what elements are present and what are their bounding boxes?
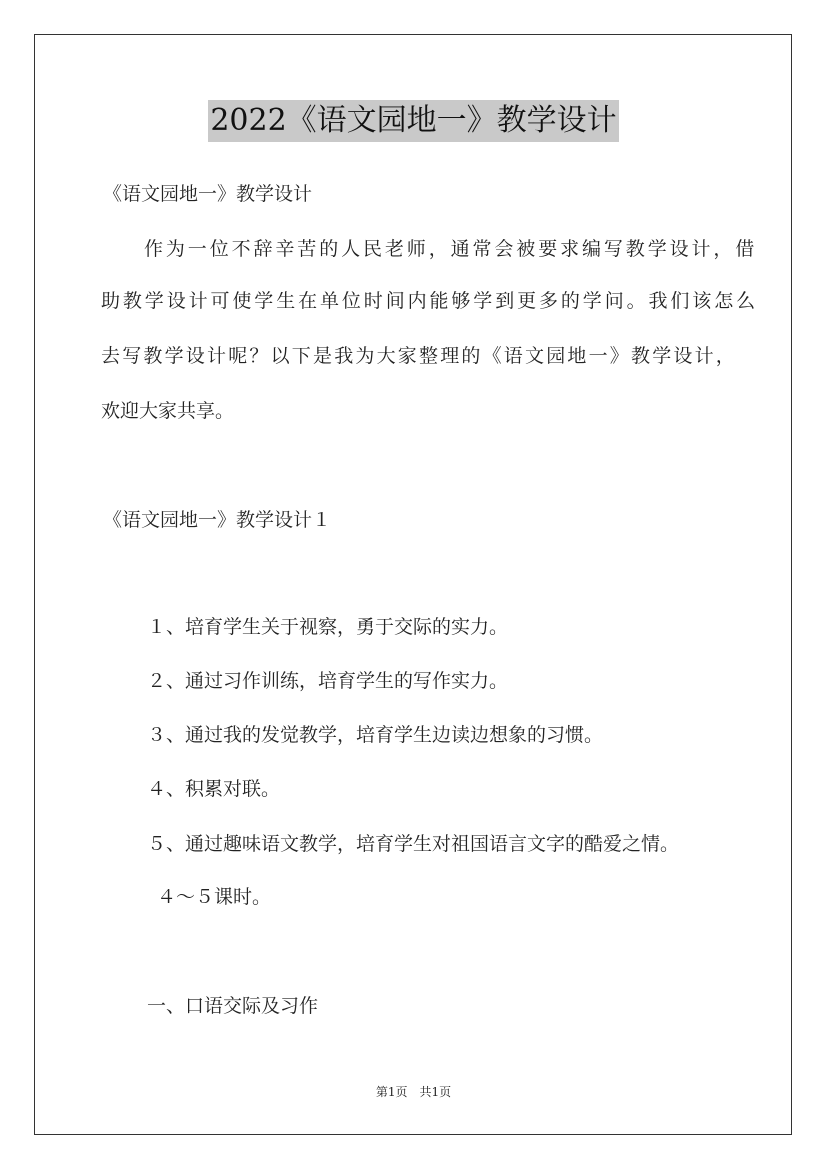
class-hours: ４～５课时。 bbox=[157, 886, 272, 908]
document-title: 2022《语文园地一》教学设计 bbox=[208, 100, 618, 142]
intro-paragraph-line-1: 作为一位不辞辛苦的人民老师，通常会被要求编写教学设计，借 bbox=[144, 238, 758, 260]
section-heading: 《语文园地一》教学设计１ bbox=[103, 509, 332, 531]
objective-item-2: ２、通过习作训练，培育学生的写作实力。 bbox=[147, 670, 509, 692]
title-container bbox=[0, 100, 827, 142]
objective-item-1: １、培育学生关于视察，勇于交际的实力。 bbox=[147, 616, 509, 638]
subsection-heading: 一、口语交际及习作 bbox=[147, 995, 319, 1017]
intro-paragraph-line-3: 去写教学设计呢？以下是我为大家整理的《语文园地一》教学设计， bbox=[101, 345, 738, 367]
objective-item-5: ５、通过趣味语文教学，培育学生对祖国语言文字的酷爱之情。 bbox=[147, 833, 680, 855]
page-footer: 第1页 共1页 bbox=[375, 1085, 452, 1099]
objective-item-3: ３、通过我的发觉教学，培育学生边读边想象的习惯。 bbox=[147, 724, 604, 746]
objective-item-4: ４、积累对联。 bbox=[147, 778, 281, 800]
intro-paragraph-line-2: 助教学设计可使学生在单位时间内能够学到更多的学问。我们该怎么 bbox=[101, 290, 759, 312]
document-subtitle: 《语文园地一》教学设计 bbox=[103, 183, 313, 205]
intro-paragraph-line-4: 欢迎大家共享。 bbox=[101, 400, 235, 422]
